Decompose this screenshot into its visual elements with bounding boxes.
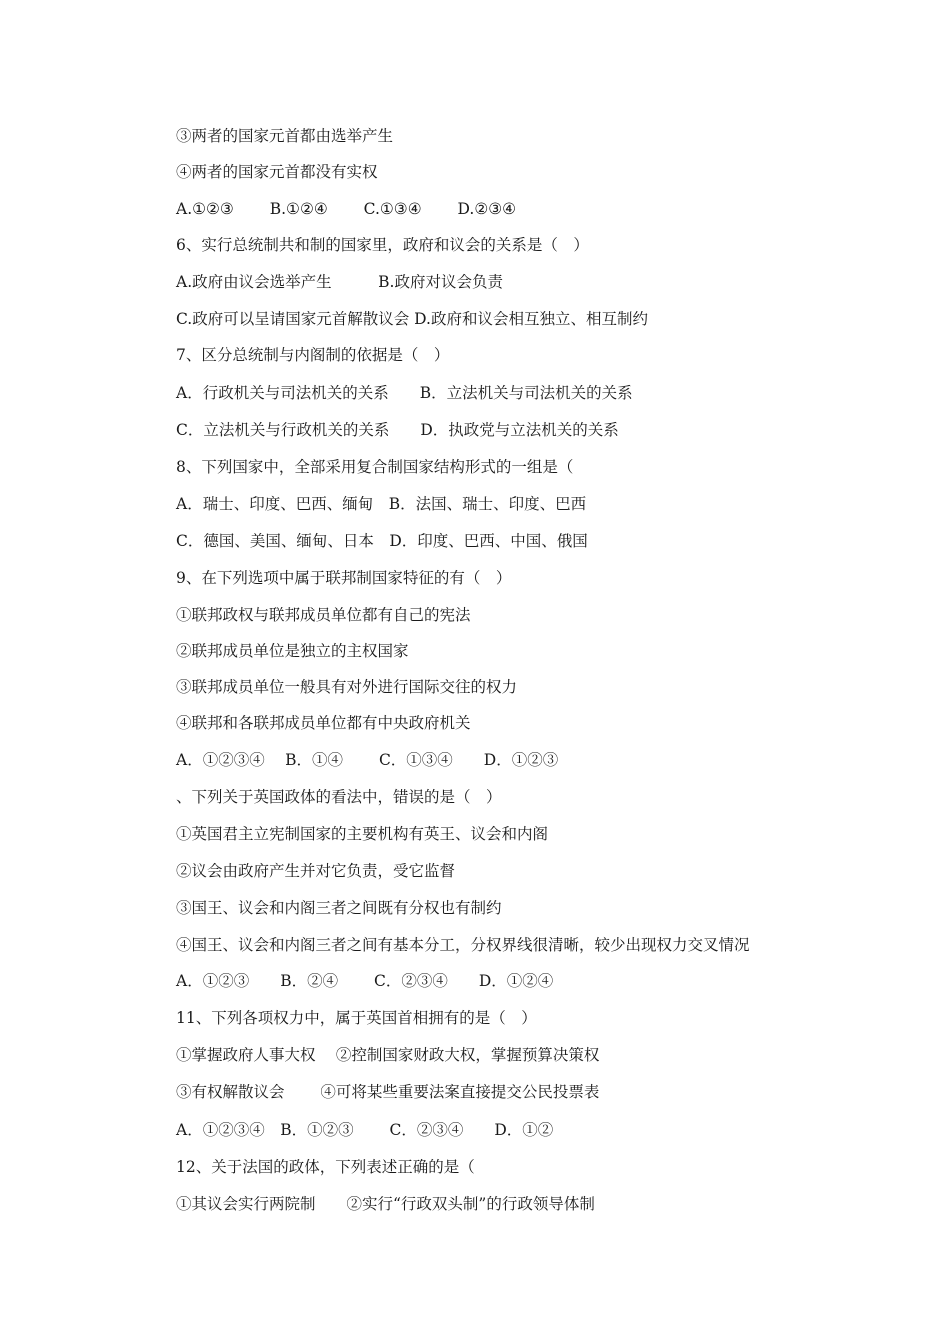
answer-choices: C．德国、美国、缅甸、日本 D．印度、巴西、中国、俄国 (176, 532, 588, 550)
answer-choices: A．①②③④ B．①④ C．①③④ D．①②③ (176, 751, 559, 769)
option-line: ③有权解散议会 ④可将某些重要法案直接提交公民投票表 (176, 1083, 600, 1101)
option-line: ①英国君主立宪制国家的主要机构有英王、议会和内阁 (176, 825, 549, 843)
option-line: ①其议会实行两院制 ②实行“行政双头制”的行政领导体制 (176, 1195, 595, 1213)
answer-choices: A.①②③ B.①②④ C.①③④ D.②③④ (176, 200, 517, 218)
question-12: 12、关于法国的政体，下列表述正确的是（ (176, 1158, 475, 1176)
answer-choices: A．①②③ B．②④ C．②③④ D．①②④ (176, 972, 554, 990)
question-8: 8、下列国家中，全部采用复合制国家结构形式的一组是（ (176, 458, 574, 476)
answer-choices: C．立法机关与行政机关的关系 D．执政党与立法机关的关系 (176, 421, 619, 439)
answer-choices: A．①②③④ B．①②③ C．②③④ D．①② (176, 1121, 554, 1139)
question-10: 、下列关于英国政体的看法中，错误的是（ ） (176, 788, 502, 806)
option-line: ②联邦成员单位是独立的主权国家 (176, 642, 409, 660)
option-line: ①联邦政权与联邦成员单位都有自己的宪法 (176, 606, 471, 624)
option-line: ④两者的国家元首都没有实权 (176, 163, 378, 181)
option-line: ④联邦和各联邦成员单位都有中央政府机关 (176, 714, 471, 732)
answer-choices: A．瑞士、印度、巴西、缅甸 B．法国、瑞士、印度、巴西 (176, 495, 587, 513)
question-11: 11、下列各项权力中，属于英国首相拥有的是（ ） (176, 1009, 537, 1027)
answer-choices: A．行政机关与司法机关的关系 B．立法机关与司法机关的关系 (176, 384, 633, 402)
option-line: ④国王、议会和内阁三者之间有基本分工，分权界线很清晰，较少出现权力交叉情况 (176, 936, 750, 954)
option-line: ①掌握政府人事大权 ②控制国家财政大权，掌握预算决策权 (176, 1046, 600, 1064)
answer-choices: C.政府可以呈请国家元首解散议会 D.政府和议会相互独立、相互制约 (176, 310, 648, 328)
question-9: 9、在下列选项中属于联邦制国家特征的有（ ） (176, 569, 512, 587)
question-7: 7、区分总统制与内阁制的依据是（ ） (176, 346, 450, 364)
option-line: ②议会由政府产生并对它负责，受它监督 (176, 862, 456, 880)
option-line: ③国王、议会和内阁三者之间既有分权也有制约 (176, 899, 502, 917)
answer-choices: A.政府由议会选举产生 B.政府对议会负责 (176, 273, 503, 291)
option-line: ③联邦成员单位一般具有对外进行国际交往的权力 (176, 678, 518, 696)
question-6: 6、实行总统制共和制的国家里，政府和议会的关系是（ ） (176, 236, 589, 254)
option-line: ③两者的国家元首都由选举产生 (176, 127, 394, 145)
